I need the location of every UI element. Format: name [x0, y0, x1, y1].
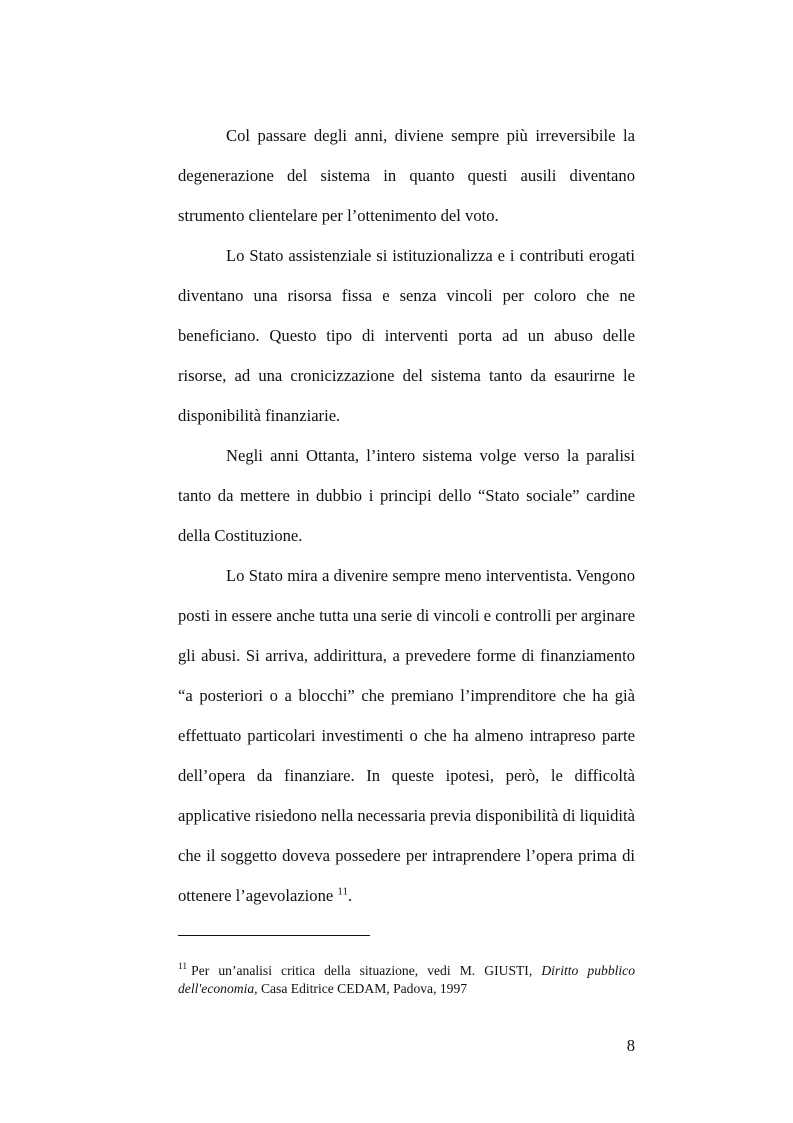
paragraph-1: Col passare degli anni, diviene sempre più irreversibile la degenerazione del sistema in quanto questi ausili diventano strumento clientelare per l’ottenimento del voto.: [178, 126, 635, 225]
paragraph-3: Negli anni Ottanta, l’intero sistema volge verso la paralisi tanto da mettere in dubbio i principi dello “Stato sociale” cardine della Costituzione.: [178, 446, 635, 545]
page-number: 8: [626, 1036, 635, 1055]
footnote-title: Diritto pubblico dell'economia: [178, 963, 636, 996]
paragraph-4-text: Lo Stato mira a divenire sempre meno interventista. Vengono posti in essere anche tutta una serie di vincoli e controlli per arginare gli abusi. Si arriva, addirittura, a prevedere forme di finanziamento “a posteriori o a blocchi” che premiano l’imprenditore che ha già effettuato particolari investimenti o che ha almeno intrapreso parte dell’opera da finanziare. In queste ipotesi, però, le difficoltà applicative risiedono nella necessaria previa disponibilità di liquidità che il soggetto doveva possedere per intraprendere l’opera prima di ottenere l’agevolazione: [178, 566, 635, 905]
paragraph-4-end: .: [348, 886, 353, 905]
body-text: [178, 116, 635, 916]
footnote-text-before: Per un’analisi critica della situazione, vedi M. GIUSTI,: [191, 963, 542, 978]
footnote-number: 11: [178, 962, 188, 973]
footnote-text-after: , Casa Editrice CEDAM, Padova, 1997: [254, 981, 468, 996]
footnote-separator: [178, 935, 370, 936]
paragraph-2: Lo Stato assistenziale si istituzionalizza e i contributi erogati diventano una risorsa fissa e senza vincoli per coloro che ne beneficiano. Questo tipo di interventi porta ad un abuso delle risorse, ad una cronicizzazione del sistema tanto da esaurirne le disponibilità finanziarie.: [178, 246, 635, 425]
footnote: [178, 962, 635, 998]
paragraph-4: [178, 556, 635, 916]
footnote-reference[interactable]: 11: [337, 885, 349, 898]
